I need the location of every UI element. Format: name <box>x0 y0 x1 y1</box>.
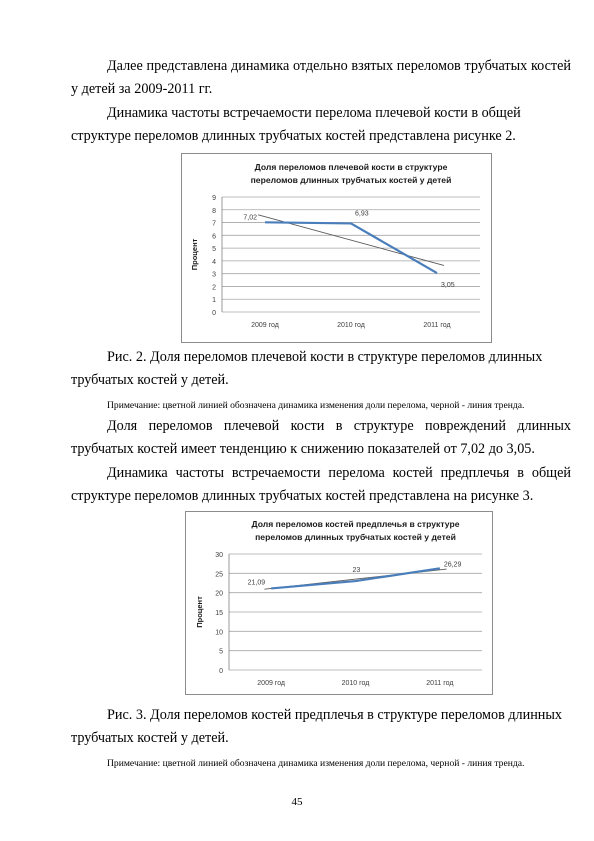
y-tick-label: 2 <box>212 284 216 292</box>
x-tick-label: 2011 год <box>426 680 454 687</box>
figure-2-chart <box>181 153 492 343</box>
y-tick-label: 15 <box>215 610 223 617</box>
figure-3-caption-cont: трубчатых костей у детей. <box>71 730 229 746</box>
y-tick-label: 8 <box>212 207 216 215</box>
chart-title: переломов длинных трубчатых костей у детей <box>255 532 456 542</box>
figure-3-caption: Рис. 3. Доля переломов костей предплечья в структуре переломов длинных <box>107 707 563 723</box>
data-label: 23 <box>352 567 361 575</box>
data-label: 6,93 <box>355 210 369 218</box>
data-label: 26,29 <box>443 561 462 569</box>
chart-humerus-svg <box>182 154 491 342</box>
paragraph-line: у детей за 2009-2011 гг. <box>71 81 213 97</box>
y-tick-label: 7 <box>212 220 216 228</box>
data-label: 7,02 <box>243 214 257 222</box>
y-tick-label: 30 <box>215 552 223 559</box>
paragraph-line: Динамика частоты встречаемости перелома плечевой кости в общей <box>107 105 521 121</box>
page-number: 45 <box>291 796 303 808</box>
paragraph-line: Динамика частоты встречаемости перелома костей предплечья в общей <box>107 465 571 481</box>
chart-title: переломов длинных трубчатых костей у детей <box>250 175 452 185</box>
x-tick-label: 2009 год <box>251 322 279 329</box>
chart-title: Доля переломов плечевой кости в структуре <box>254 162 448 172</box>
series-line <box>265 222 437 273</box>
y-axis-label: Процент <box>195 596 204 628</box>
y-tick-label: 0 <box>212 310 216 317</box>
x-tick-label: 2011 год <box>423 322 451 329</box>
paragraph-line: трубчатых костей имеет тенденцию к снижению показателей от 7,02 до 3,05. <box>71 441 535 457</box>
y-tick-label: 3 <box>212 271 216 279</box>
y-tick-label: 1 <box>212 297 216 305</box>
y-tick-label: 4 <box>212 258 216 266</box>
y-tick-label: 6 <box>212 233 216 241</box>
paragraph-line: структуре переломов длинных трубчатых костей представлена на рисунке 3. <box>71 488 534 504</box>
y-tick-label: 5 <box>212 246 216 254</box>
x-tick-label: 2010 год <box>341 680 370 687</box>
data-label: 3,05 <box>441 282 455 290</box>
y-axis-label: Процент <box>190 238 199 271</box>
y-tick-label: 9 <box>212 195 216 202</box>
paragraph-line: структуре переломов длинных трубчатых костей представлена рисунке 2. <box>71 128 516 144</box>
data-label: 21,09 <box>247 579 266 587</box>
paragraph-line: Доля переломов плечевой кости в структуре повреждений длинных <box>107 418 571 434</box>
y-tick-label: 25 <box>215 571 223 579</box>
y-tick-label: 5 <box>219 648 223 656</box>
figure-3-chart <box>185 511 493 695</box>
y-tick-label: 20 <box>215 590 223 598</box>
figure-2-note: Примечание: цветной линией обозначена динамика изменения доли перелома, черной - линия тренда. <box>107 400 525 411</box>
y-tick-label: 10 <box>215 629 223 637</box>
figure-2-caption-cont: трубчатых костей у детей. <box>71 372 229 388</box>
figure-2-caption: Рис. 2. Доля переломов плечевой кости в структуре переломов длинных <box>107 349 543 365</box>
x-tick-label: 2009 год <box>257 680 286 687</box>
paragraph-line: Далее представлена динамика отдельно взятых переломов трубчатых костей <box>107 58 571 74</box>
chart-title: Доля переломов костей предплечья в структуре <box>251 519 460 529</box>
figure-3-note: Примечание: цветной линией обозначена динамика изменения доли перелома, черной - линия тренда. <box>107 758 525 769</box>
chart-forearm-svg <box>186 512 492 694</box>
y-tick-label: 0 <box>219 668 223 675</box>
x-tick-label: 2010 год <box>337 322 365 329</box>
